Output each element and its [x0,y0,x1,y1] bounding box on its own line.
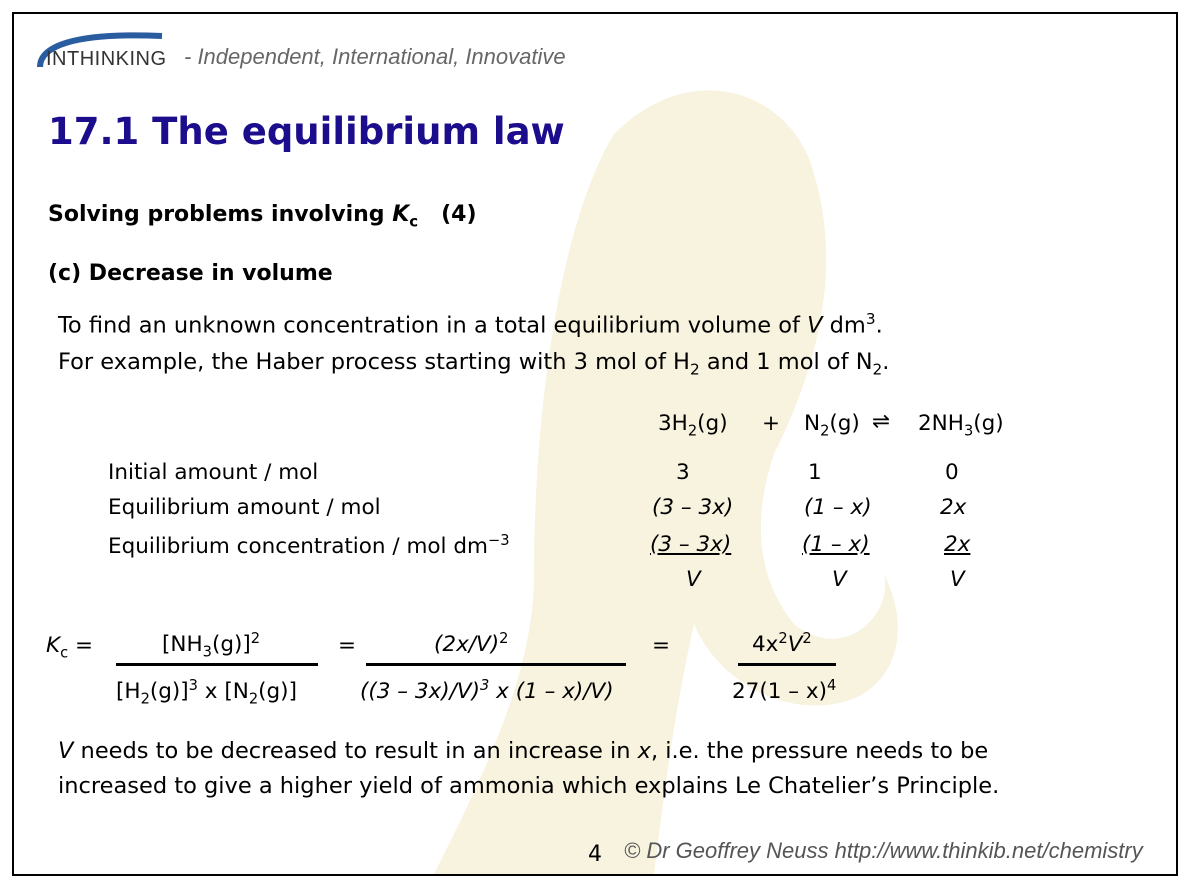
intro-line-2: For example, the Haber process starting with 3 mol of $H_2$ and 1 mol of $N_2$. [58,349,890,379]
row-label-equilibrium-amount: Equilibrium amount / mol [108,495,381,520]
conclusion-line-1: V needs to be decreased to result in an increase in x, i.e. the pressure needs to be [58,738,989,764]
kc-denominator-3: 27(1 – x)$^4$ [732,677,837,705]
kc-denominator-2: ((3 – 3x)/V)$^3$ x (1 – x)/V) [360,677,614,705]
kc-numerator-2: $(2x/V)^2$ [434,630,509,658]
conclusion-line-2: increased to give a higher yield of ammonia which explains Le Chatelier’s Principle. [58,773,1000,799]
cell-initial-n2: 1 [808,460,822,485]
intro-line-1: To find an unknown concentration in a total equilibrium volume of V $dm^3$. [58,310,883,339]
cell-eqconc-nh3: 2x [944,532,971,557]
kc-fraction-bar-2 [366,663,626,666]
kc-numerator-3: $4x^2V^2$ [752,630,812,658]
footer-credit: © Dr Geoffrey Neuss http://www.thinkib.net/chemistry [624,838,1143,863]
row-label-equilibrium-concentration: Equilibrium concentration / mol $dm^{-3}$ [108,532,510,560]
subtitle: Solving problems involving $K_c$ (4) [48,202,477,231]
kc-equals-2: = [652,633,671,658]
equilibrium-arrow-icon: ⇌ [872,409,891,434]
cell-initial-h2: 3 [676,460,690,485]
section-heading: (c) Decrease in volume [48,261,333,286]
cell-initial-nh3: 0 [945,460,959,485]
kc-denominator-1: $[H_2(g)]^3$ x $[N_2(g)]$ [116,677,297,708]
denominator-v-h2: V [686,567,701,592]
kc-fraction-bar-1 [116,663,318,666]
cell-eqconc-h2: (3 – 3x) [650,532,732,557]
cell-eqamount-n2: (1 – x) [804,495,872,520]
page-number: 4 [588,842,602,867]
reaction-plus: + [762,411,781,436]
kc-fraction-bar-3 [738,663,836,666]
reaction-reactant-n2: $N_2(g)$ [804,411,860,440]
cell-eqconc-n2: (1 – x) [802,532,870,557]
row-label-initial: Initial amount / mol [108,460,319,485]
denominator-v-n2: V [832,567,847,592]
logo-text: INTHINKING [46,48,167,70]
tagline: - Independent, International, Innovative [184,44,566,69]
reaction-reactant-h2: $3H_2(g)$ [658,411,728,440]
kc-equals-1: = [338,633,357,658]
cell-eqamount-h2: (3 – 3x) [652,495,734,520]
page-title: 17.1 The equilibrium law [48,110,565,153]
cell-eqamount-nh3: 2x [940,495,967,520]
denominator-v-nh3: V [950,567,965,592]
reaction-product-nh3: $2NH_3(g)$ [918,411,1004,440]
kc-lhs: $K_c$ = [46,633,94,662]
slide [12,12,1178,876]
kc-numerator-1: $[NH_3(g)]^2$ [162,630,261,661]
